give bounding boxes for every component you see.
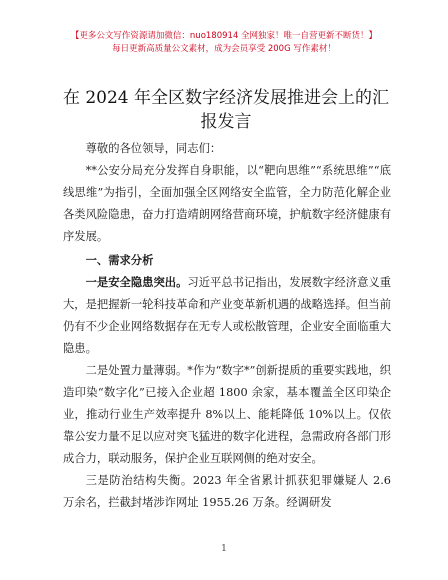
promo-banner [0, 30, 448, 56]
paragraph-3: 三是防治结构失衡。2023 年全省累计抓获犯罪嫌疑人 2.6 万余名，拦截封堵涉诈网址 1955.26 万条。经调研发 [63, 474, 391, 509]
section-heading: 一、需求分析 [85, 254, 154, 267]
page-number: 1 [221, 544, 227, 554]
intro-paragraph: **公安分局充分发挥自身职能，以“靶向思维”“系统思维”“底线思维”为指引，全面加强全区网络安全监管，全力防范化解企业各类风险隐患，奋力打造靖朗网络营商环境，护航数字经济健康有序发展。 [63, 164, 391, 243]
document-title: 在 2024 年全区数字经济发展推进会上的汇报发言 [62, 88, 390, 132]
paragraph-2: 二是处置力量薄弱。*作为“数字*”创新提质的重要实践地，织造印染“数字化”已接入企业超 1800 余家，基本覆盖全区印染企业，推动行业生产效率提升 8%以上、能耗降低 10%以上。仅依靠公安力量不足以应对突飞猛进的数字化进程，急需政府各部门形成合力，联动服务，保护企业互联网侧的绝对安全。 [63, 364, 391, 465]
paragraph-1 [63, 272, 391, 360]
paragraph-1-body: 习近平总书记指出，发展数字经济意义重大，是把握新一轮科技革命和产业变革新机遇的战略选择。但当前仍有不少企业网络数据存在无专人或松散管理，企业安全面临重大隐患。 [63, 276, 391, 355]
paragraph-1-lead: 一是安全隐患突出。 [85, 276, 188, 289]
promo-line-1: 【更多公文写作资源请加微信：nuo180914 全网独家！唯一自营更新不断货！】 [70, 31, 378, 41]
promo-line-2: 每日更新高质量公文素材，成为会员享受 200G 写作素材！ [112, 44, 336, 54]
document-body [63, 138, 391, 514]
salutation: 尊敬的各位领导，同志们： [85, 142, 222, 155]
